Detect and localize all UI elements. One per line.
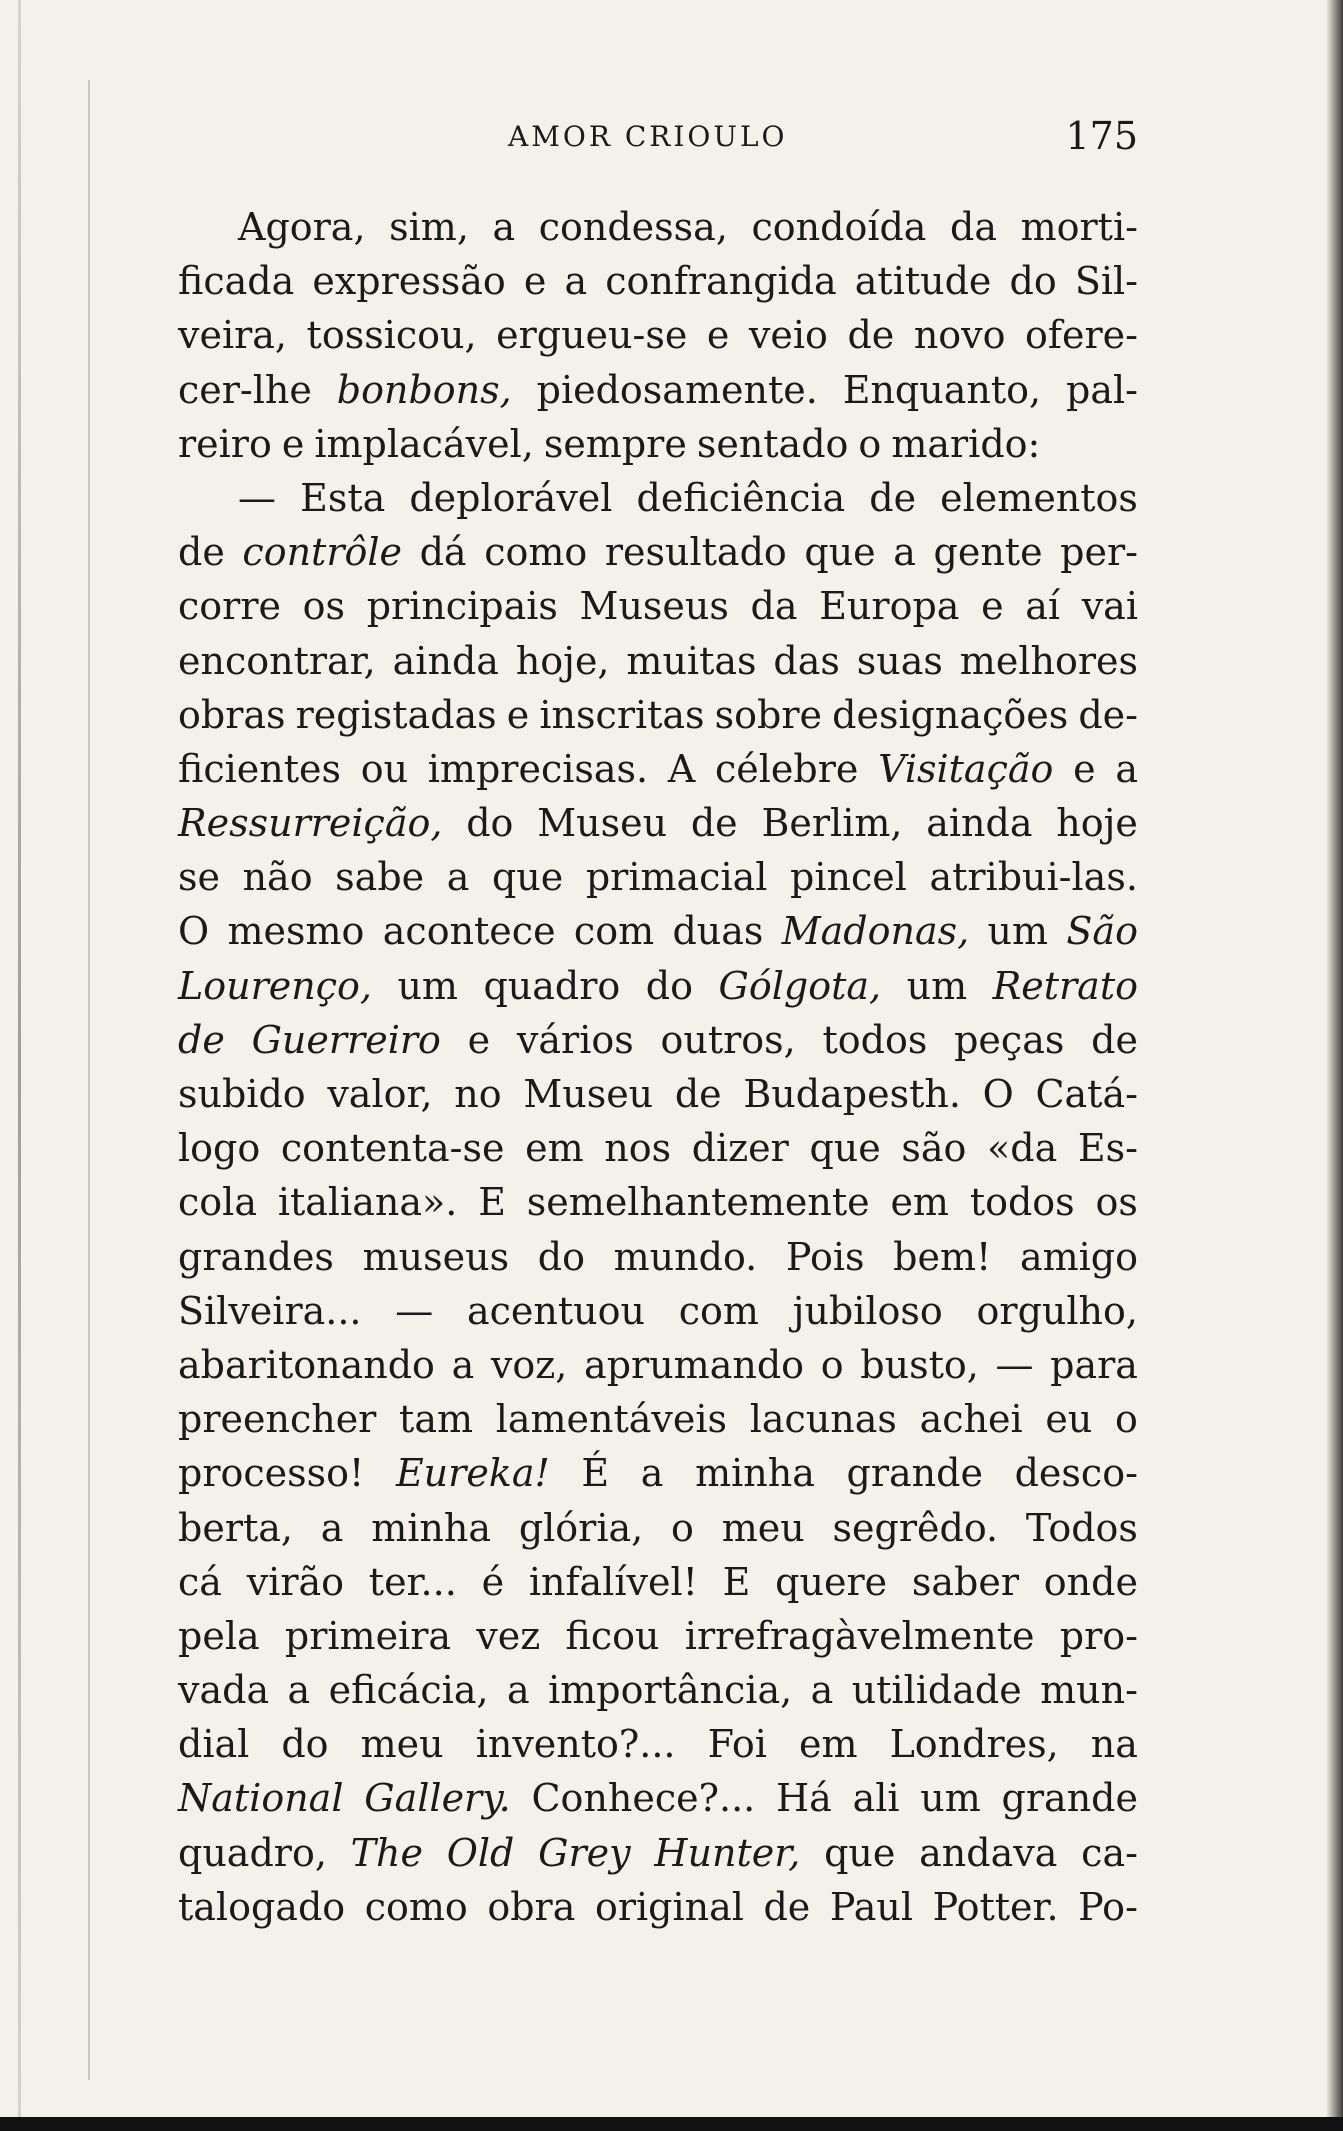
word: um	[987, 909, 1049, 954]
word: dizer	[691, 1126, 789, 1171]
word: aí	[1025, 584, 1061, 629]
word: cer-lhe	[178, 367, 312, 412]
word: Museu	[523, 1072, 654, 1116]
word: contrôle	[242, 530, 403, 575]
word: Lourenço,	[178, 963, 372, 1008]
word: é	[481, 1559, 505, 1604]
word: os	[302, 584, 346, 629]
word: Guerreiro	[251, 1017, 441, 1062]
word: grande	[846, 1451, 983, 1496]
word: atitude	[854, 259, 992, 304]
word: The	[350, 1830, 423, 1875]
word: no	[454, 1072, 502, 1116]
text-line	[178, 1717, 1138, 1771]
text-line	[178, 1121, 1138, 1175]
word: tossicou,	[306, 313, 477, 358]
word: outros,	[660, 1017, 796, 1062]
word: registadas	[295, 692, 497, 737]
word: lacunas	[749, 1397, 897, 1442]
word: implacável,	[314, 421, 534, 466]
word: do	[537, 1234, 585, 1279]
word: Museu	[537, 801, 668, 846]
text-line	[178, 1555, 1138, 1609]
word: obras	[178, 692, 286, 737]
word: dial	[178, 1722, 250, 1767]
word: piedosamente.	[536, 367, 818, 412]
word: principais	[366, 584, 558, 629]
word: acentuou	[466, 1288, 645, 1333]
word: —	[238, 475, 276, 520]
word: saber	[911, 1559, 1020, 1604]
word: o	[820, 1342, 844, 1387]
word: a	[893, 530, 916, 575]
word: se	[178, 855, 220, 900]
word: obra	[487, 1884, 576, 1929]
word: logo	[178, 1126, 261, 1171]
text-line	[178, 1284, 1138, 1338]
word: ali	[852, 1776, 900, 1821]
word: vada	[178, 1668, 270, 1713]
word: Old	[446, 1830, 515, 1875]
word: Po-	[1078, 1884, 1138, 1929]
text-line	[178, 1771, 1138, 1825]
word: minha	[371, 1505, 492, 1550]
word: e	[467, 1017, 491, 1062]
word: são	[901, 1126, 967, 1171]
word: ou	[360, 746, 409, 791]
word: sobre	[714, 692, 823, 737]
word: ficada	[178, 259, 295, 304]
word: Grey	[538, 1830, 631, 1875]
text-line	[178, 254, 1138, 308]
word: Hunter,	[654, 1830, 801, 1875]
text-line	[178, 1663, 1138, 1717]
word: bonbons,	[336, 367, 512, 412]
word: designações	[832, 692, 1069, 737]
word: peças	[954, 1017, 1065, 1062]
word: eficácia,	[328, 1668, 489, 1713]
word: abaritonando	[178, 1342, 435, 1387]
word: encontrar,	[178, 638, 376, 683]
word: todos	[969, 1180, 1075, 1225]
word: com	[678, 1288, 759, 1333]
word: cola	[178, 1180, 257, 1225]
word: ficientes	[178, 746, 342, 791]
word: de	[690, 801, 738, 846]
word: berta,	[178, 1505, 293, 1550]
word: O	[178, 909, 210, 954]
word: deficiência	[636, 475, 846, 520]
word: museus	[362, 1234, 510, 1279]
word: que	[824, 1830, 896, 1875]
word: reiro	[178, 421, 272, 466]
word: sim,	[389, 205, 469, 249]
text-line	[178, 1013, 1138, 1067]
word: Conhece?...	[531, 1776, 756, 1821]
word: que	[809, 1126, 881, 1171]
scan-edge-bottom	[0, 2117, 1343, 2131]
word: pal-	[1066, 367, 1138, 412]
word: Catá-	[1035, 1072, 1138, 1116]
word: grande	[1001, 1776, 1138, 1821]
word: das	[773, 638, 840, 683]
word: condoída	[751, 205, 927, 249]
word: a	[810, 1668, 834, 1713]
word: italiana».	[277, 1180, 458, 1225]
word: de	[869, 475, 917, 520]
word: a	[320, 1505, 344, 1550]
word: e	[706, 313, 730, 358]
text-line	[178, 634, 1138, 688]
text-line	[178, 1067, 1138, 1121]
text-line	[178, 1230, 1138, 1284]
word: valor,	[327, 1072, 433, 1116]
word: imprecisas.	[427, 746, 649, 791]
word: a	[640, 1451, 664, 1496]
word: semelhantemente	[526, 1180, 870, 1225]
word: voz,	[490, 1342, 568, 1387]
text-line	[178, 742, 1138, 796]
word: do	[466, 801, 514, 846]
word: gente	[933, 530, 1043, 575]
word: virão	[246, 1559, 345, 1604]
word: marido:	[891, 421, 1041, 466]
text-line	[178, 1338, 1138, 1392]
word: ainda	[392, 638, 499, 683]
word: importância,	[548, 1668, 793, 1713]
word: duas	[672, 909, 764, 954]
word: sabe	[335, 855, 425, 900]
word: minha	[695, 1451, 815, 1496]
word: em	[890, 1180, 949, 1225]
text-line	[178, 1501, 1138, 1555]
word: resultado	[604, 530, 787, 575]
word: um	[920, 1776, 981, 1821]
word: Retrato	[992, 963, 1138, 1008]
running-title: AMOR CRIOULO	[508, 120, 788, 153]
text-line	[178, 1175, 1138, 1229]
word: veira,	[178, 313, 288, 358]
word: pela	[178, 1613, 260, 1658]
word: pro-	[1059, 1613, 1138, 1658]
word: Sil-	[1074, 259, 1138, 304]
word: per-	[1060, 530, 1138, 575]
word: atribui-las.	[929, 855, 1138, 900]
text-line	[178, 796, 1138, 850]
word: preencher	[178, 1397, 377, 1442]
word: e	[281, 421, 305, 466]
word: o	[671, 1505, 694, 1550]
word: que	[491, 855, 564, 900]
word: infalível!	[528, 1559, 698, 1604]
word: Foi	[707, 1722, 767, 1767]
word: de	[763, 1884, 811, 1929]
word: ca-	[1081, 1830, 1138, 1875]
word: dá	[419, 530, 467, 575]
word: bem!	[893, 1234, 992, 1279]
word: É	[581, 1451, 610, 1496]
word: irrefragàvelmente	[684, 1613, 1035, 1658]
word: sentado	[696, 421, 849, 466]
word: da	[950, 205, 998, 249]
word: e	[523, 259, 547, 304]
word: ofere-	[1025, 313, 1138, 358]
word: —	[995, 1342, 1034, 1387]
word: hoje	[1056, 801, 1138, 846]
word: eu	[1045, 1397, 1093, 1442]
text-line	[178, 579, 1138, 633]
word: Paul	[829, 1884, 914, 1929]
word: quadro	[483, 963, 621, 1008]
word: nos	[604, 1126, 672, 1171]
word: «da	[987, 1126, 1058, 1171]
text-line	[178, 363, 1138, 417]
text-line	[178, 904, 1138, 958]
word: E	[722, 1559, 751, 1604]
word: como	[364, 1884, 468, 1929]
body-text	[178, 200, 1138, 1934]
word: a	[492, 205, 516, 249]
word: Gallery.	[364, 1776, 511, 1821]
word: Enquanto,	[842, 367, 1042, 412]
text-line	[178, 1446, 1138, 1500]
word: Potter.	[932, 1884, 1059, 1929]
word: National	[178, 1776, 344, 1821]
scan-edge-right	[1327, 0, 1343, 2131]
word: todos	[822, 1017, 928, 1062]
word: suas	[856, 638, 943, 683]
word: confrangida	[605, 259, 837, 304]
word: para	[1050, 1342, 1138, 1387]
word: E	[478, 1180, 506, 1225]
word: acontece	[382, 909, 556, 954]
word: de	[847, 313, 895, 358]
word: o	[1115, 1397, 1138, 1442]
word: um	[397, 963, 458, 1008]
word: na	[1090, 1722, 1138, 1767]
word: tam	[399, 1397, 474, 1442]
word: expressão	[312, 259, 506, 304]
word: vários	[516, 1017, 634, 1062]
word: Es-	[1077, 1126, 1138, 1171]
word: mun-	[1040, 1668, 1138, 1713]
word: do	[645, 963, 693, 1008]
word: Europa	[819, 584, 960, 629]
word: inscritas	[539, 692, 705, 737]
word: muitas	[626, 638, 757, 683]
word: deplorável	[409, 475, 613, 520]
word: invento?...	[475, 1722, 676, 1767]
word: os	[1095, 1180, 1138, 1225]
word: em	[798, 1722, 858, 1767]
word: primeira	[284, 1613, 452, 1658]
word: condessa,	[538, 205, 728, 249]
word: morti-	[1020, 205, 1138, 249]
word: Madonas,	[781, 909, 970, 954]
word: O	[982, 1072, 1014, 1116]
word: primacial	[585, 855, 768, 900]
word: mesmo	[227, 909, 365, 954]
word: com	[573, 909, 655, 954]
word: busto,	[860, 1342, 979, 1387]
word: aprumando	[584, 1342, 805, 1387]
word: Há	[776, 1776, 832, 1821]
word: de-	[1078, 692, 1138, 737]
word: do	[281, 1722, 329, 1767]
text-line	[178, 1392, 1138, 1446]
word: de	[1091, 1017, 1138, 1062]
text-line	[178, 959, 1138, 1013]
word: o	[858, 421, 882, 466]
text-line	[178, 417, 1138, 471]
word: ergueu-se	[496, 313, 688, 358]
word: Londres,	[889, 1722, 1059, 1767]
word: Visitação	[878, 746, 1054, 791]
word: que	[804, 530, 876, 575]
word: contenta-se	[280, 1126, 505, 1171]
word: da	[750, 584, 798, 629]
text-line	[178, 688, 1138, 742]
word: a	[506, 1668, 530, 1713]
word: a	[564, 259, 588, 304]
word: meu	[721, 1505, 805, 1550]
word: Silveira...	[178, 1288, 362, 1333]
word: melhores	[959, 638, 1138, 683]
word: quadro,	[178, 1830, 327, 1875]
word: Agora,	[238, 205, 366, 249]
word: desco-	[1014, 1451, 1138, 1496]
word: a	[446, 855, 470, 900]
word: achei	[919, 1397, 1023, 1442]
word: Pois	[785, 1234, 865, 1279]
word: A	[667, 746, 696, 791]
text-line	[178, 1826, 1138, 1880]
text-line	[178, 525, 1138, 579]
word: elementos	[940, 475, 1138, 520]
scan-margin-line	[88, 80, 90, 2080]
word: novo	[913, 313, 1006, 358]
word: em	[525, 1126, 584, 1171]
text-line	[178, 471, 1138, 525]
word: hoje,	[515, 638, 610, 683]
word: veio	[748, 313, 828, 358]
page-number: 175	[1065, 114, 1138, 158]
word: e	[1073, 746, 1096, 791]
word: onde	[1043, 1559, 1138, 1604]
word: como	[484, 530, 588, 575]
word: e	[506, 692, 530, 737]
word: a	[287, 1668, 311, 1713]
text-line	[178, 1609, 1138, 1663]
word: vai	[1081, 584, 1138, 629]
word: andava	[919, 1830, 1058, 1875]
running-head	[178, 114, 1138, 160]
word: mundo.	[613, 1234, 758, 1279]
word: do	[1009, 259, 1057, 304]
word: um	[906, 963, 968, 1008]
word: Ressurreição,	[178, 801, 443, 846]
word: corre	[178, 584, 281, 629]
word: talogado	[178, 1884, 346, 1929]
word: a	[451, 1342, 475, 1387]
word: utilidade	[851, 1668, 1022, 1713]
word: meu	[360, 1722, 444, 1767]
word: ficou	[565, 1613, 660, 1658]
word: e	[981, 584, 1004, 629]
word: célebre	[714, 746, 859, 791]
word: sempre	[543, 421, 687, 466]
word: Berlim,	[761, 801, 903, 846]
word: ter...	[368, 1559, 457, 1604]
word: glória,	[518, 1505, 644, 1550]
text-line	[178, 1880, 1138, 1934]
word: cá	[178, 1559, 222, 1604]
word: lamentáveis	[495, 1397, 728, 1442]
word: jubiloso	[792, 1288, 943, 1333]
word: pincel	[790, 855, 907, 900]
word: de	[674, 1072, 722, 1116]
word: não	[242, 855, 313, 900]
word: segrêdo.	[832, 1505, 999, 1550]
word: Eureka!	[395, 1451, 550, 1496]
word: Gólgota,	[718, 963, 882, 1008]
scan-binding-shadow	[18, 0, 21, 2131]
word: vez	[476, 1613, 541, 1658]
word: quere	[775, 1559, 888, 1604]
word: Esta	[300, 475, 386, 520]
word: de	[178, 1017, 225, 1062]
text-line	[178, 308, 1138, 362]
word: a	[1115, 746, 1138, 791]
word: ainda	[926, 801, 1033, 846]
word: de	[178, 530, 225, 575]
word: —	[395, 1288, 434, 1333]
text-line	[178, 850, 1138, 904]
word: processo!	[178, 1451, 365, 1496]
word: Todos	[1025, 1505, 1138, 1550]
word: amigo	[1019, 1234, 1138, 1279]
word: Budapesth.	[743, 1072, 961, 1116]
word: original	[594, 1884, 744, 1929]
word: grandes	[178, 1234, 334, 1279]
word: São	[1066, 909, 1138, 954]
word: Museus	[579, 584, 729, 629]
word: subido	[178, 1072, 306, 1116]
word: orgulho,	[976, 1288, 1138, 1333]
text-line	[178, 200, 1138, 254]
